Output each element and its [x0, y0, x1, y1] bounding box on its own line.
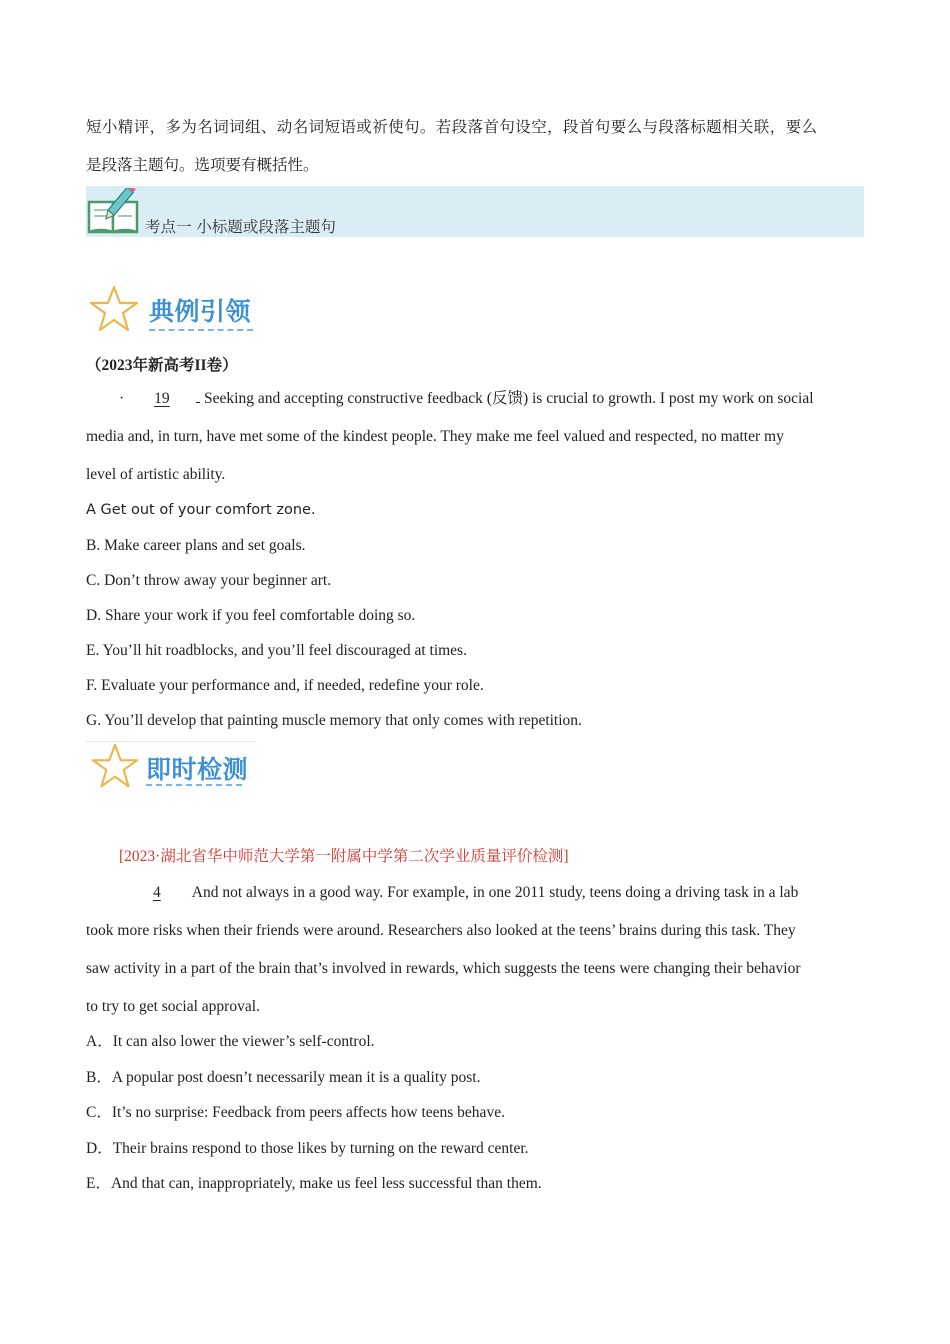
- open-book-pencil-icon: [86, 188, 142, 236]
- example-option-a: A Get out of your comfort zone.: [86, 502, 316, 518]
- blank-4: 4: [153, 884, 161, 901]
- intro-line-2: 是段落主题句。选项要有概括性。: [86, 157, 319, 174]
- example-option-c: C. Don’t throw away your beginner art.: [86, 572, 332, 589]
- bullet: ·: [119, 390, 125, 407]
- example-heading-underline: [149, 329, 253, 331]
- intro-line-1: 短小精评，多为名词词组、动名词短语或祈使句。若段落首句设空，段首句要么与段落标题相关联，要么: [86, 119, 818, 136]
- practice-heading-underline: [146, 784, 242, 786]
- example-passage-line-2: media and, in turn, have met some of the kindest people. They make me feel valued and respected, no matter my: [86, 428, 784, 445]
- star-icon: [88, 284, 140, 336]
- example-option-e: E. You’ll hit roadblocks, and you’ll feel discouraged at times.: [86, 642, 467, 659]
- practice-option-e: E．And that can, inappropriately, make us feel less successful than them.: [86, 1175, 542, 1192]
- star-icon: [90, 742, 140, 792]
- blank-19: 19: [154, 390, 170, 407]
- practice-passage-line-2: took more risks when their friends were around. Researchers also looked at the teens’ brains during this task. They: [86, 922, 796, 939]
- example-option-d: D. Share your work if you feel comfortable doing so.: [86, 607, 416, 624]
- practice-option-b: B．A popular post doesn’t necessarily mean it is a quality post.: [86, 1069, 481, 1086]
- practice-option-d: D．Their brains respond to those likes by turning on the reward center.: [86, 1140, 529, 1157]
- practice-option-a: A．It can also lower the viewer’s self-control.: [86, 1033, 375, 1050]
- example-option-g: G. You’ll develop that painting muscle memory that only comes with repetition.: [86, 712, 582, 729]
- practice-passage-line-4: to try to get social approval.: [86, 998, 260, 1015]
- practice-passage-line-1: 4 And not always in a good way. For example, in one 2011 study, teens doing a driving task in a lab: [119, 883, 798, 903]
- example-option-b: B. Make career plans and set goals.: [86, 537, 306, 554]
- practice-option-c: C．It’s no surprise: Feedback from peers affects how teens behave.: [86, 1104, 505, 1121]
- topic-banner-title: 考点一 小标题或段落主题句: [145, 218, 336, 236]
- example-passage-line-1: · 19 Seeking and accepting constructive feedback (反馈) is crucial to growth. I post my work on social: [119, 390, 814, 407]
- example-source: （2023年新高考II卷）: [86, 357, 238, 374]
- example-passage-line-3: level of artistic ability.: [86, 466, 226, 483]
- example-heading: 典例引领: [149, 297, 252, 326]
- example-option-f: F. Evaluate your performance and, if needed, redefine your role.: [86, 677, 484, 694]
- practice-passage-line-3: saw activity in a part of the brain that’s involved in rewards, which suggests the teens were changing their behavior: [86, 960, 801, 977]
- practice-source: [2023·湖北省华中师范大学第一附属中学第二次学业质量评价检测]: [119, 848, 569, 865]
- practice-heading: 即时检测: [146, 755, 249, 784]
